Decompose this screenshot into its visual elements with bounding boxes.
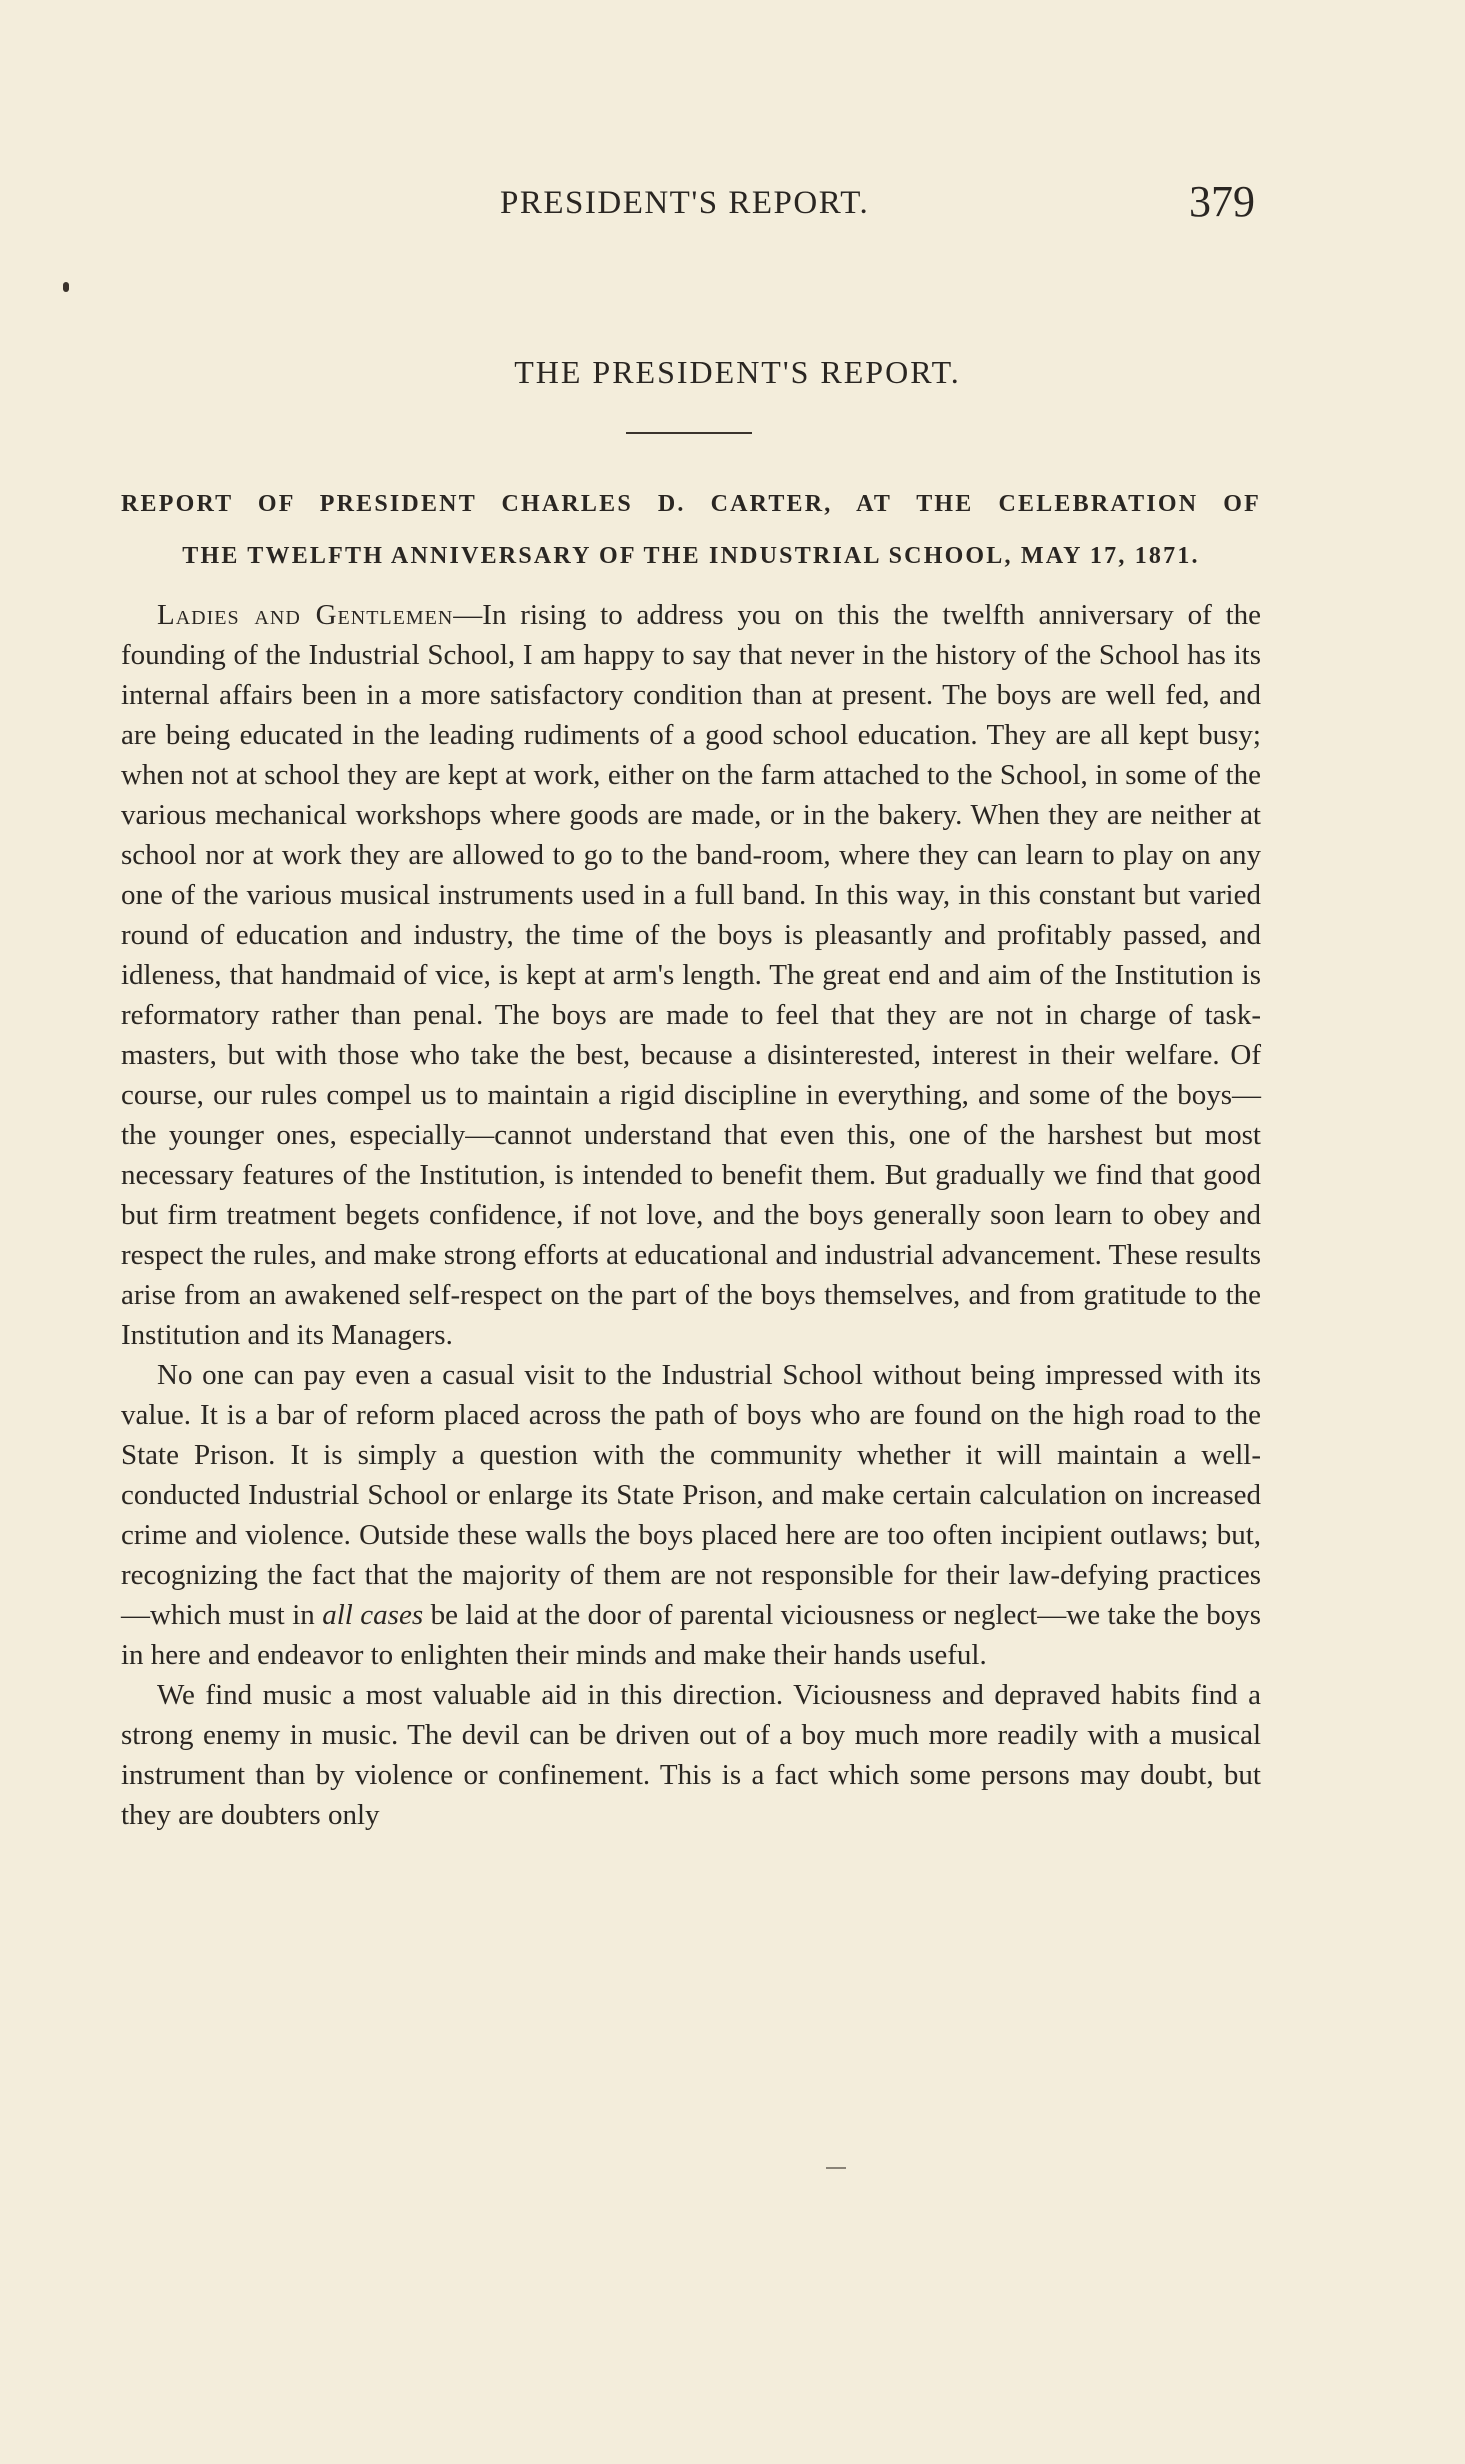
paragraph-1 (121, 595, 1261, 1355)
title-rule (626, 432, 752, 434)
page-number: 379 (1189, 177, 1255, 226)
article-body (121, 595, 1261, 1835)
paragraph-2-italic: all cases (322, 1599, 424, 1631)
salutation: Ladies and Gentlemen (157, 599, 454, 631)
margin-ink-mark (63, 282, 69, 292)
paragraph-2-text-b: be laid at the door of parental viciousness or neglect—we take the boys in here and endeavor to enlighten their minds and make their hands useful. (121, 1599, 1261, 1671)
paragraph-3-text: We find music a most valuable aid in this direction. Viciousness and depraved habits find a strong enemy in music. The devil can be driven out of a boy much more readily with a musical instrument than by violence or confinement. This is a fact which some persons may doubt, but they are doubters only (121, 1679, 1261, 1831)
subheading-line-1: REPORT OF PRESIDENT CHARLES D. CARTER, AT THE CELEBRATION OF (121, 491, 1261, 517)
paragraph-3 (121, 1675, 1261, 1835)
subheading-line-2: THE TWELFTH ANNIVERSARY OF THE INDUSTRIAL SCHOOL, MAY 17, 1871. (182, 543, 1200, 569)
paragraph-2 (121, 1355, 1261, 1675)
paragraph-2-text-a: No one can pay even a casual visit to the Industrial School without being impressed with its value. It is a bar of reform placed across the path of boys who are found on the high road to the State Prison. It is simply a question with the community whether it will maintain a well-conducted Industrial School or enlarge its State Prison, and make certain calculation on increased crime and violence. Outside these walls the boys placed here are too often incipient outlaws; but, recognizing the fact that the majority of them are not responsible for their law-defying practices—which must in (121, 1359, 1261, 1631)
running-head: PRESIDENT'S REPORT. (500, 185, 870, 221)
footer-mark (826, 2167, 846, 2169)
article-title: THE PRESIDENT'S REPORT. (514, 354, 961, 390)
paragraph-1-text: —In rising to address you on this the twelfth anniversary of the founding of the Industrial School, I am happy to say that never in the history of the School has its internal affairs been in a more satisfactory condition than at present. The boys are well fed, and are being educated in the leading rudiments of a good school education. They are all kept busy; when not at school they are kept at work, either on the farm attached to the School, in some of the various mechanical workshops where goods are made, or in the bakery. When they are neither at school nor at work they are allowed to go to the band-room, where they can learn to play on any one of the various musical instruments used in a full band. In this way, in this constant but varied round of education and industry, the time of the boys is pleasantly and profitably passed, and idleness, that handmaid of vice, is kept at arm's length. The great end and aim of the Institution is reformatory rather than penal. The boys are made to feel that they are not in charge of task-masters, but with those who take the best, because a disinterested, interest in their welfare. Of course, our rules compel us to maintain a rigid discipline in everything, and some of the boys—the younger ones, especially—cannot understand that even this, one of the harshest but most necessary features of the Institution, is intended to benefit them. But gradually we find that good but firm treatment begets confidence, if not love, and the boys generally soon learn to obey and respect the rules, and make strong efforts at educational and industrial advancement. These results arise from an awakened self-respect on the part of the boys themselves, and from gratitude to the Institution and its Managers. (121, 599, 1261, 1351)
